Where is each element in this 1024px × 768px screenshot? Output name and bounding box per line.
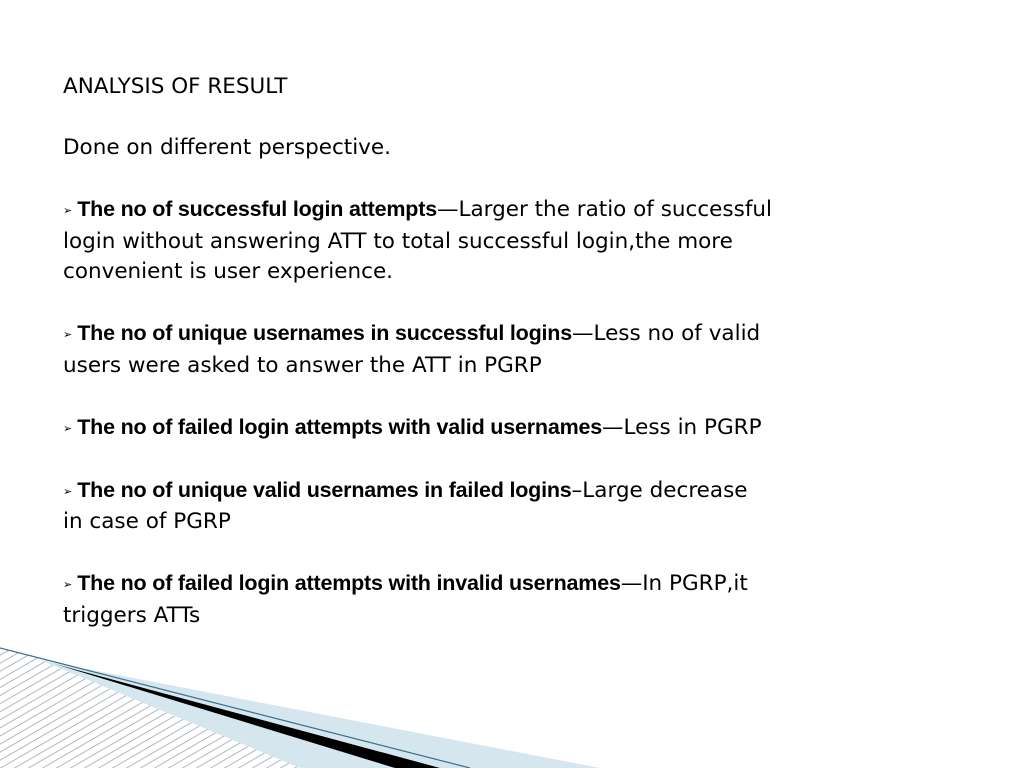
bullet-arrow-icon: ➢: [63, 421, 73, 435]
bullet-lead: The no of unique valid usernames in failed logins: [77, 477, 572, 502]
bullet-point-1: [63, 194, 943, 288]
bullet-separator: –: [571, 477, 583, 503]
bullet-separator: —: [602, 414, 624, 440]
bullet-arrow-icon: ➢: [63, 578, 73, 591]
bullet-lead: The no of successful login attempts: [77, 197, 437, 221]
bullet-text: Less no of valid: [593, 321, 761, 346]
bullet-point-3: [63, 412, 943, 445]
bullet-point-5: [63, 568, 943, 631]
bullet-text: Large decrease: [582, 477, 748, 503]
bullet-arrow-icon: ➢: [63, 484, 73, 498]
bullet-lead: The no of failed login attempts with invalid usernames: [77, 571, 621, 595]
bullet-text: triggers ATTs: [63, 602, 201, 628]
intro-text: Done on different perspective.: [63, 135, 391, 160]
bullet-point-4: [63, 475, 943, 538]
bullet-text: in case of PGRP: [63, 509, 231, 534]
bullet-lead: The no of unique usernames in successful logins: [77, 321, 572, 345]
bullet-text: Less in PGRP: [623, 414, 762, 440]
bullet-point-2: [63, 318, 943, 381]
bullet-text: In PGRP,it: [642, 571, 748, 596]
bullet-separator: —: [571, 321, 594, 346]
bullet-arrow-icon: ➢: [63, 328, 73, 341]
bullet-arrow-icon: ➢: [63, 204, 73, 217]
bullet-lead: The no of failed login attempts with valid usernames: [77, 414, 603, 439]
slide-title: ANALYSIS OF RESULT: [63, 74, 288, 99]
bullet-separator: —: [620, 571, 643, 596]
bullet-separator: —: [436, 197, 459, 222]
bullet-text: users were asked to answer the ATT in PGRP: [63, 352, 542, 378]
bullet-text: Larger the ratio of successful: [458, 197, 772, 222]
bullet-text: convenient is user experience.: [63, 259, 394, 284]
slide-body: [63, 72, 943, 631]
bullet-text: login without answering ATT to total successful login,the more: [63, 228, 733, 254]
